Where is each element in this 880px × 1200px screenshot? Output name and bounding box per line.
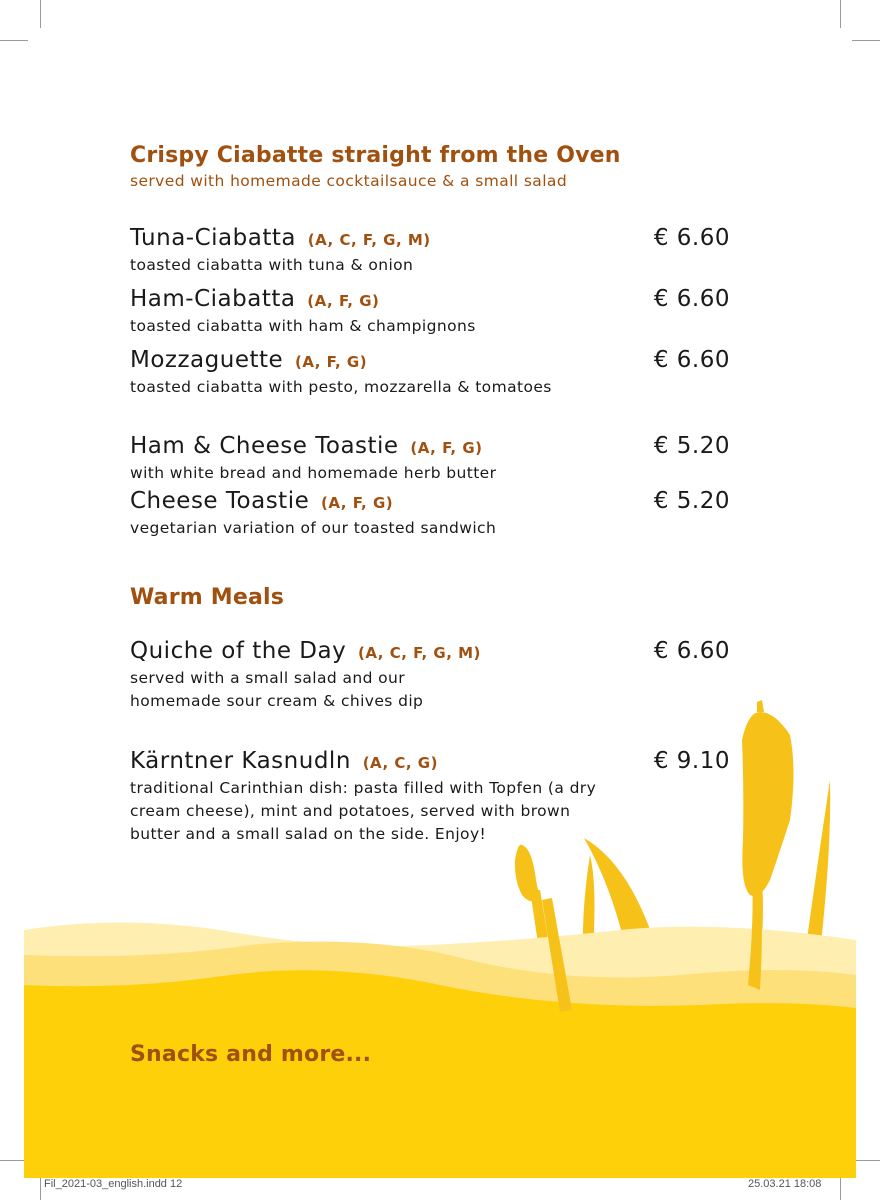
menu-item bbox=[130, 638, 730, 713]
item-name-row bbox=[130, 433, 730, 461]
item-description: traditional Carinthian dish: pasta filled with Topfen (a dry cream cheese), mint and potatoes, served with brown butter and a small salad on the side. Enjoy! bbox=[130, 779, 597, 843]
item-name-row bbox=[130, 286, 730, 314]
item-description: vegetarian variation of our toasted sandwich bbox=[130, 519, 497, 537]
item-name: Cheese Toastie bbox=[130, 488, 310, 514]
menu-item bbox=[130, 347, 730, 399]
item-name-row bbox=[130, 748, 730, 776]
section-title-snacks: Snacks and more... bbox=[130, 1042, 372, 1067]
item-name: Ham & Cheese Toastie bbox=[130, 433, 399, 459]
footer-date: 25.03.21 18:08 bbox=[748, 1178, 822, 1190]
section-title-warm-meals: Warm Meals bbox=[130, 585, 285, 610]
menu-item bbox=[130, 748, 730, 846]
item-description: with white bread and homemade herb butter bbox=[130, 464, 497, 482]
menu-item bbox=[130, 286, 730, 338]
item-description: served with a small salad and our homemade sour cream & chives dip bbox=[130, 669, 424, 710]
item-price: € 9.10 bbox=[653, 748, 730, 774]
item-name: Ham-Ciabatta bbox=[130, 286, 296, 312]
footer-file-info: Fil_2021-03_english.indd 12 bbox=[44, 1178, 183, 1190]
menu-item bbox=[130, 433, 730, 485]
item-allergens: (A, C, F, G, M) bbox=[307, 231, 431, 249]
item-price: € 5.20 bbox=[653, 433, 730, 459]
item-name-row bbox=[130, 488, 730, 516]
item-name-row bbox=[130, 347, 730, 375]
item-name-row bbox=[130, 638, 730, 666]
item-name: Quiche of the Day bbox=[130, 638, 347, 664]
item-price: € 5.20 bbox=[653, 488, 730, 514]
menu-item bbox=[130, 488, 730, 540]
item-allergens: (A, F, G) bbox=[410, 439, 483, 457]
item-price: € 6.60 bbox=[653, 286, 730, 312]
item-allergens: (A, F, G) bbox=[307, 292, 380, 310]
item-allergens: (A, F, G) bbox=[321, 494, 394, 512]
item-name: Kärntner Kasnudln bbox=[130, 748, 351, 774]
item-allergens: (A, C, G) bbox=[362, 754, 438, 772]
menu-item bbox=[130, 225, 730, 277]
section-subtitle-ciabatte: served with homemade cocktailsauce & a small salad bbox=[130, 172, 568, 190]
item-name-row bbox=[130, 225, 730, 253]
item-description: toasted ciabatta with pesto, mozzarella & tomatoes bbox=[130, 378, 552, 396]
item-name: Mozzaguette bbox=[130, 347, 284, 373]
item-price: € 6.60 bbox=[653, 638, 730, 664]
item-allergens: (A, F, G) bbox=[294, 353, 368, 371]
item-price: € 6.60 bbox=[653, 347, 730, 373]
item-allergens: (A, C, F, G, M) bbox=[358, 644, 481, 662]
section-title-ciabatte: Crispy Ciabatte straight from the Oven bbox=[130, 143, 621, 168]
item-name: Tuna-Ciabatta bbox=[130, 225, 296, 251]
item-description: toasted ciabatta with ham & champignons bbox=[130, 317, 476, 335]
item-price: € 6.60 bbox=[653, 225, 730, 251]
item-description: toasted ciabatta with tuna & onion bbox=[130, 256, 414, 274]
